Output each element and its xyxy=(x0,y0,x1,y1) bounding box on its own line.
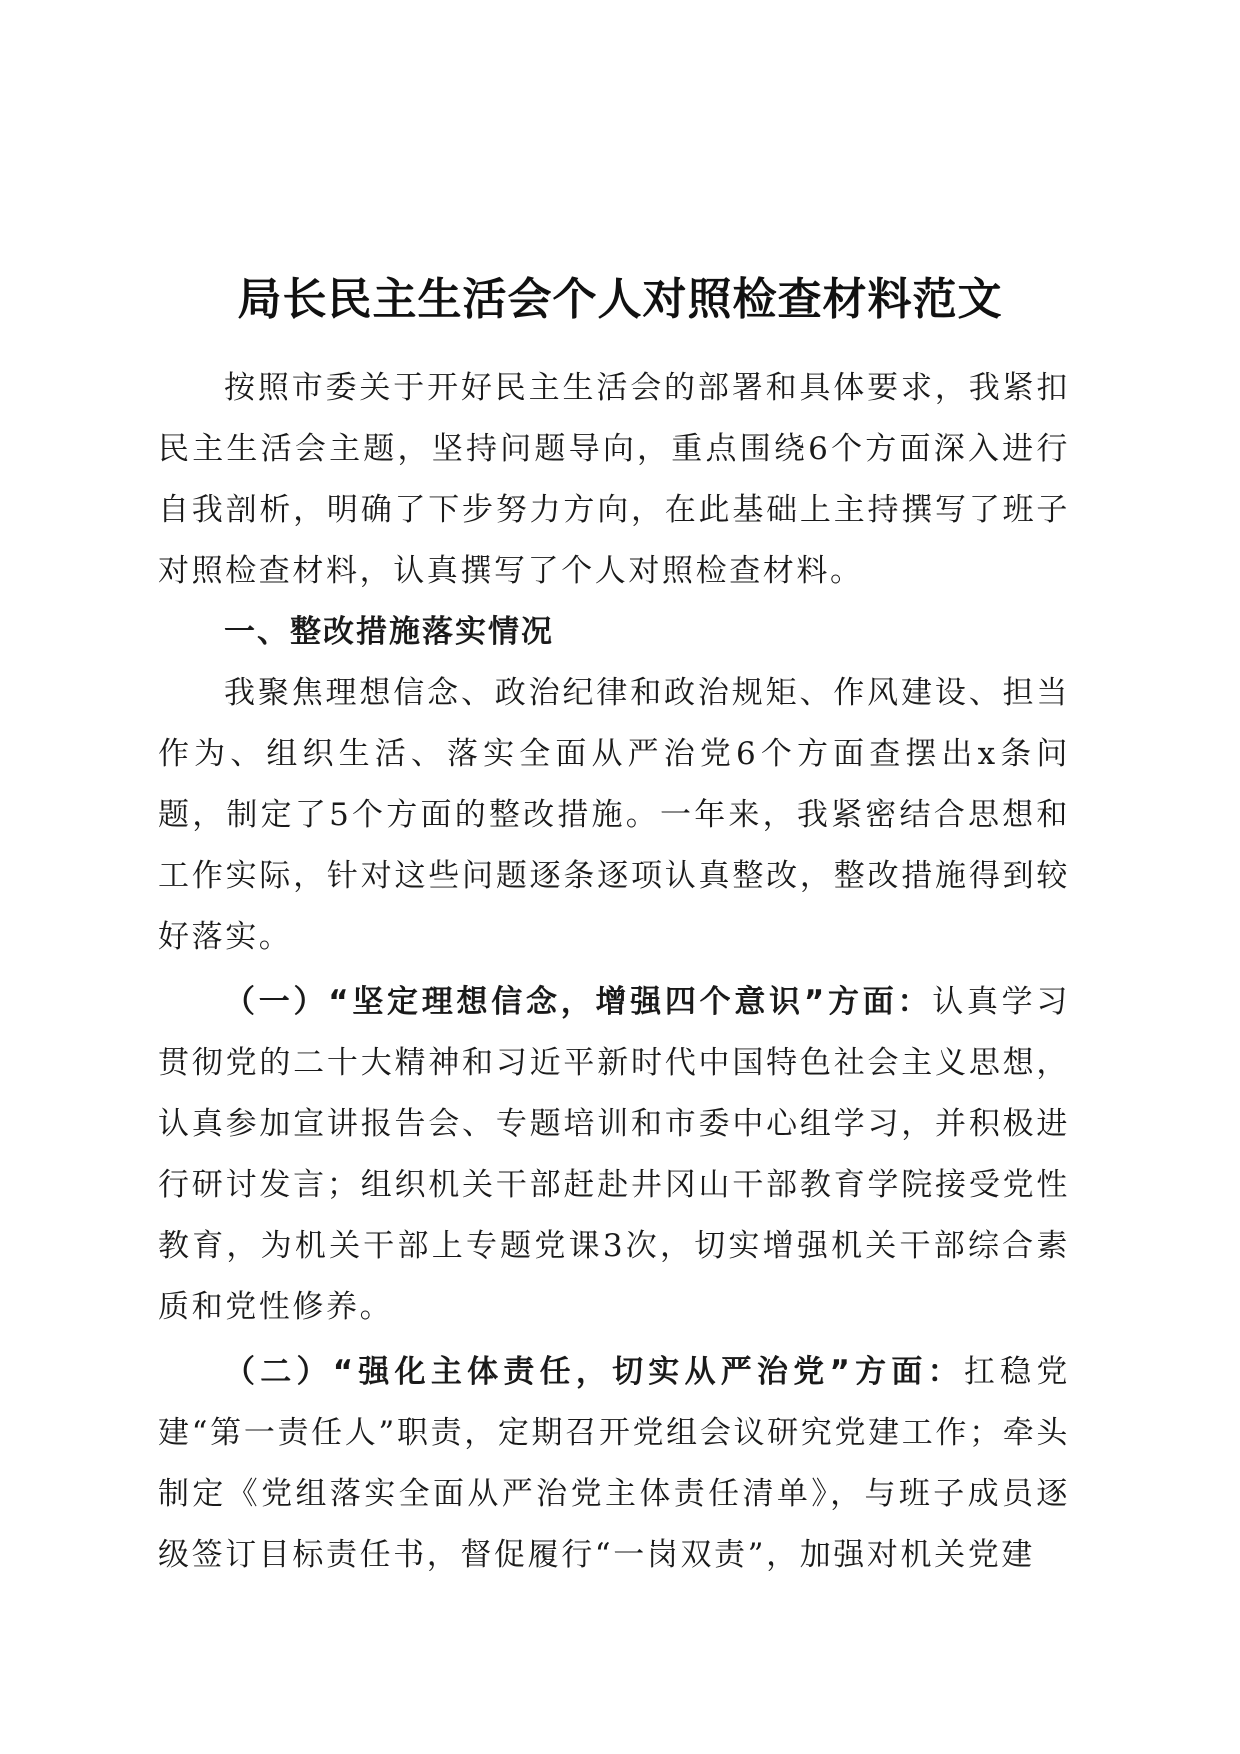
subsection-text-1: 认真学习贯彻党的二十大精神和习近平新时代中国特色社会主义思想，认真参加宣讲报告会、专题培训和市委中心组学习，并积极进行研讨发言；组织机关干部赶赴井冈山干部教育学院接受党性教育，为机关干部上专题党课3次，切实增强机关干部综合素质和党性修养。 xyxy=(158,984,1070,1325)
subsection-lead-1: （一）“坚定理想信念，增强四个意识”方面： xyxy=(224,984,933,1020)
subsection-paragraph-1 xyxy=(158,972,1070,1338)
subsection-paragraph-2 xyxy=(158,1342,1070,1586)
section-heading: 一、整改措施落实情况 xyxy=(224,614,554,650)
section-paragraph: 我聚焦理想信念、政治纪律和政治规矩、作风建设、担当作为、组织生活、落实全面从严治党6个方面查摆出x条问题，制定了5个方面的整改措施。一年来，我紧密结合思想和工作实际，针对这些问题逐条逐项认真整改，整改措施得到较好落实。 xyxy=(158,675,1070,955)
document-title: 局长民主生活会个人对照检查材料范文 xyxy=(237,274,1003,325)
intro-paragraph: 按照市委关于开好民主生活会的部署和具体要求，我紧扣民主生活会主题，坚持问题导向，重点围绕6个方面深入进行自我剖析，明确了下步努力方向，在此基础上主持撰写了班子对照检查材料，认真撰写了个人对照检查材料。 xyxy=(158,370,1070,589)
subsection-lead-2: （二）“强化主体责任，切实从严治党”方面： xyxy=(224,1354,964,1390)
document-body xyxy=(158,358,1070,1586)
subsection-text-2: 扛稳党建“第一责任人”职责，定期召开党组会议研究党建工作；牵头制定《党组落实全面从严治党主体责任清单》，与班子成员逐级签订目标责任书，督促履行“一岗双责”，加强对机关党建 xyxy=(158,1354,1070,1573)
